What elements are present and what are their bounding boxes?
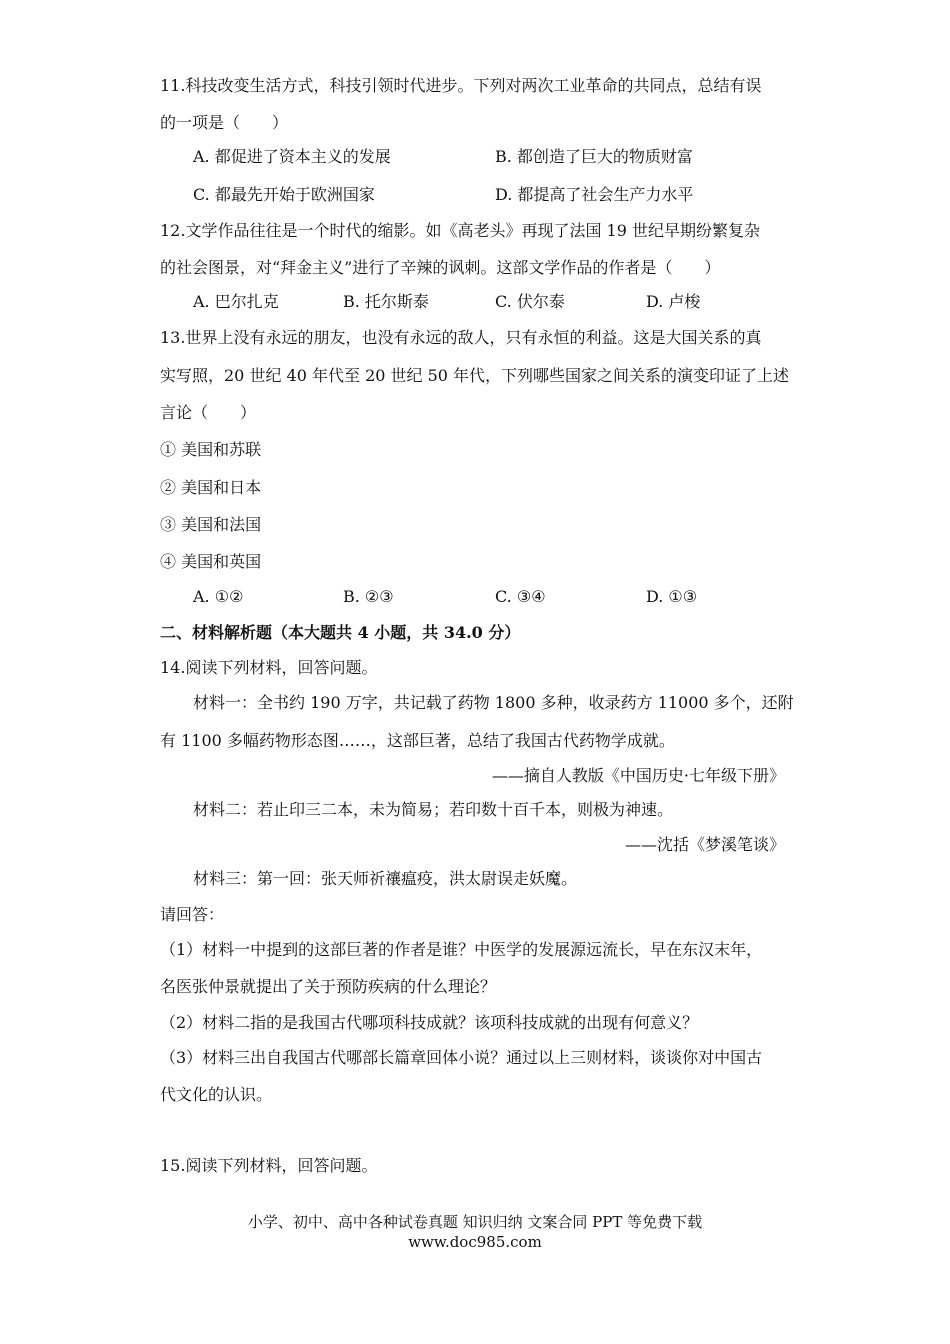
- q14-sub2-line1: （2）材料二指的是我国古代哪项科技成就？该项科技成就的出现有何意义？: [160, 1013, 699, 1032]
- q13-option-a: A. ①②: [193, 587, 244, 606]
- q11-option-a: A. 都促进了资本主义的发展: [193, 147, 391, 166]
- q14-stem: 14.阅读下列材料，回答问题。: [160, 658, 378, 677]
- q12-stem-line1: 12.文学作品往往是一个时代的缩影。如《高老头》再现了法国 19 世纪早期纷繁复杂: [160, 221, 760, 240]
- q14-sub3-line1: （3）材料三出自我国古代哪部长篇章回体小说？通过以上三则材料，谈谈你对中国古: [160, 1048, 763, 1067]
- q13-option-b: B. ②③: [343, 587, 394, 606]
- section-heading: 二、材料解析题（本大题共 4 小题，共 34.0 分）: [160, 623, 521, 642]
- q14-material1-line1: 材料一：全书约 190 万字，共记载了药物 1800 多种，收录药方 11000 多个，还附: [193, 693, 794, 712]
- q11-option-d: D. 都提高了社会生产力水平: [495, 185, 694, 204]
- q11-option-b: B. 都创造了巨大的物质财富: [495, 147, 693, 166]
- footer-line1: 小学、初中、高中各种试卷真题 知识归纳 文案合同 PPT 等免费下载: [247, 1213, 703, 1231]
- q13-option-d: D. ①③: [646, 587, 698, 606]
- q13-stem-line1: 13.世界上没有永远的朋友，也没有永远的敌人，只有永恒的利益。这是大国关系的真: [160, 328, 762, 347]
- q13-item-3: ③ 美国和法国: [160, 515, 262, 534]
- footer-url: www.doc985.com: [408, 1233, 542, 1251]
- q12-option-a: A. 巴尔扎克: [193, 292, 279, 311]
- q14-sub3-line2: 代文化的认识。: [160, 1085, 273, 1104]
- q12-option-c: C. 伏尔泰: [495, 292, 565, 311]
- q14-material3-line1: 材料三：第一回：张天师祈禳瘟疫，洪太尉误走妖魔。: [193, 869, 578, 888]
- q13-item-4: ④ 美国和英国: [160, 552, 262, 571]
- q12-option-d: D. 卢梭: [646, 292, 701, 311]
- q14-material2-source: ——沈括《梦溪笔谈》: [624, 835, 785, 854]
- q14-material1-line2: 有 1100 多幅药物形态图……，这部巨著，总结了我国古代药物学成就。: [160, 731, 675, 750]
- q14-sub1-line1: （1）材料一中提到的这部巨著的作者是谁？中医学的发展源远流长，早在东汉末年，: [160, 940, 763, 959]
- q11-stem-line2: 的一项是（ ）: [160, 113, 289, 132]
- q13-item-2: ② 美国和日本: [160, 478, 262, 497]
- q13-item-1: ① 美国和苏联: [160, 440, 262, 459]
- q14-sub1-line2: 名医张仲景就提出了关于预防疾病的什么理论？: [160, 977, 497, 996]
- q15-stem: 15.阅读下列材料，回答问题。: [160, 1156, 378, 1175]
- q11-stem-line1: 11.科技改变生活方式，科技引领时代进步。下列对两次工业革命的共同点，总结有误: [160, 76, 762, 95]
- q11-option-c: C. 都最先开始于欧洲国家: [193, 185, 375, 204]
- q13-option-c: C. ③④: [495, 587, 546, 606]
- q13-stem-line3: 言论（ ）: [160, 403, 257, 422]
- q12-stem-line2: 的社会图景，对“拜金主义”进行了辛辣的讽刺。这部文学作品的作者是（ ）: [160, 258, 721, 277]
- q14-prompt: 请回答：: [160, 905, 225, 924]
- q13-stem-line2: 实写照，20 世纪 40 年代至 20 世纪 50 年代，下列哪些国家之间关系的演变印证了上述: [160, 366, 790, 385]
- q14-material1-source: ——摘自人教版《中国历史·七年级下册》: [491, 766, 785, 785]
- q12-option-b: B. 托尔斯泰: [343, 292, 429, 311]
- q14-material2-line1: 材料二：若止印三二本，未为简易；若印数十百千本，则极为神速。: [193, 800, 674, 819]
